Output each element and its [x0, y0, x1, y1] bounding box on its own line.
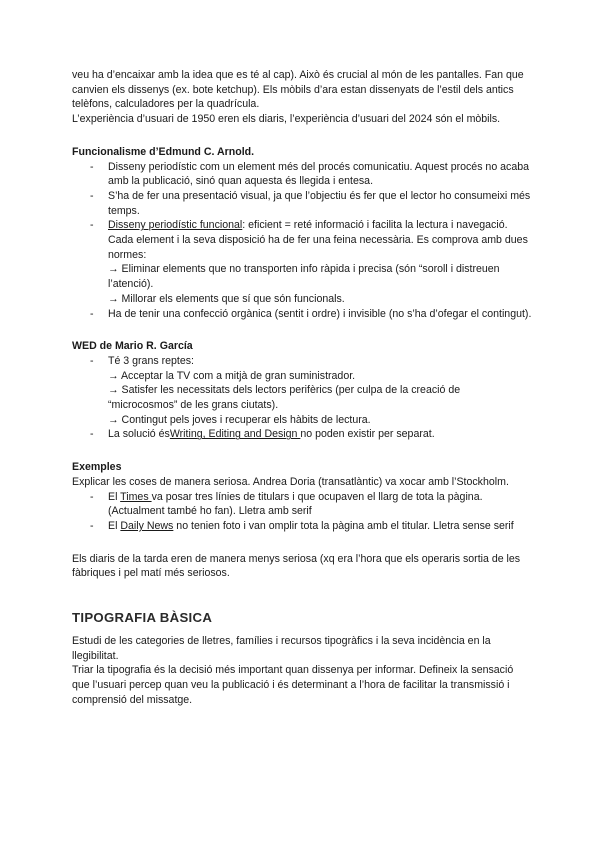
- list-item-text: Disseny periodístic com un element més del procés comunicatiu. Aquest procés no acaba amb la publicació, sinó quan aquesta és llegida i entesa.: [108, 160, 530, 188]
- list-item-text: La solució és: [108, 428, 170, 441]
- list-item-text: S’ha de fer una presentació visual, ja que l’objectiu és fer que el lector ho consumeixi més temps.: [108, 189, 531, 217]
- wed-link[interactable]: Writing, Editing and Design: [169, 428, 301, 441]
- list-item-text: no tenien foto i van omplir tota la pàgina amb el titular. Lletra sense serif: [173, 519, 514, 532]
- list-item: [72, 160, 532, 189]
- list-item: [72, 354, 532, 428]
- sub-item-text: → Eliminar elements que no transporten info ràpida i precisa (són “soroll i distreuen l’atenció).: [108, 263, 500, 291]
- list-item-text: Ha de tenir una confecció orgànica (sentit i ordre) i invisible (no s’ha d’ofegar el contingut).: [108, 307, 532, 320]
- list-item-text: va posar tres línies de titulars i que ocupaven el llarg de tota la pàgina. (Actualment també ho fan). Lletra amb serif: [108, 490, 483, 518]
- tipografia-paragraph: Triar la tipografia és la decisió més important quan dissenya per informar. Defineix la sensació que l’usuari percep quan veu la publicació i és determinant a l’hora de facilitar la transmissió i comprensió del missatge.: [72, 664, 514, 706]
- list-item: [72, 490, 532, 519]
- list-item-text: Té 3 grans reptes:: [108, 354, 194, 367]
- document-page: [72, 68, 532, 707]
- exemples-intro: Explicar les coses de manera seriosa. Andrea Doria (transatlàntic) va xocar amb l’Stockholm.: [72, 475, 509, 488]
- intro-paragraph: veu ha d’encaixar amb la idea que es té al cap). Això és crucial al món de les pantalles. Fan que canvien els dissenys (ex. bote ketchup). Els mòbils d’ara estan dissenyats de l’estil dels antics telèfons, calculadores per la quadrícula.: [72, 69, 524, 111]
- intro-paragraph-ux: L’experiència d’usuari de 1950 eren els diaris, l’experiència d’usuari del 2024 són el mòbils.: [72, 113, 501, 126]
- section-heading-tipografia: TIPOGRAFIA BÀSICA: [72, 610, 213, 626]
- list-item-text: : eficient = reté informació i facilita la lectura i navegació. Cada element i la seva disposició ha de fer una feina necessària. Es comprova amb dues normes:: [108, 219, 528, 261]
- times-link[interactable]: Times: [120, 490, 152, 503]
- disseny-funcional-link[interactable]: Disseny periodístic funcional: [108, 219, 243, 232]
- list-item: [72, 189, 532, 218]
- list-item: [72, 218, 532, 306]
- funcionalisme-list: [72, 160, 532, 322]
- list-item-text: El: [108, 490, 121, 503]
- tipografia-paragraph: Estudi de les categories de lletres, famílies i recursos tipogràfics i la seva incidència en la llegibilitat.: [72, 634, 491, 662]
- list-item-text: El: [108, 519, 121, 532]
- section-heading-funcionalisme: Funcionalisme d’Edmund C. Arnold.: [72, 145, 255, 158]
- exemples-outro: Els diaris de la tarda eren de manera menys seriosa (xq era l’hora que els operaris sortia de les fàbriques i pel matí més seriosos.: [72, 552, 521, 580]
- list-item: [72, 307, 532, 322]
- list-item-text: no poden existir per separat.: [300, 428, 435, 441]
- sub-item-text: → Contingut pels joves i recuperar els hàbits de lectura.: [108, 413, 371, 426]
- list-item: [72, 427, 532, 442]
- list-item: [72, 519, 532, 534]
- exemples-list: [72, 490, 532, 534]
- wed-list: [72, 354, 532, 442]
- daily-news-link[interactable]: Daily News: [120, 519, 174, 532]
- sub-item-text: → Satisfer les necessitats dels lectors perifèrics (per culpa de la creació de “microcosmos” de les grans ciutats).: [108, 384, 461, 412]
- sub-item-text: → Acceptar la TV com a mitjà de gran suministrador.: [108, 369, 356, 382]
- section-heading-exemples: Exemples: [72, 461, 122, 474]
- section-heading-wed: WED de Mario R. García: [72, 340, 193, 353]
- sub-item-text: → Millorar els elements que sí que són funcionals.: [108, 292, 345, 305]
